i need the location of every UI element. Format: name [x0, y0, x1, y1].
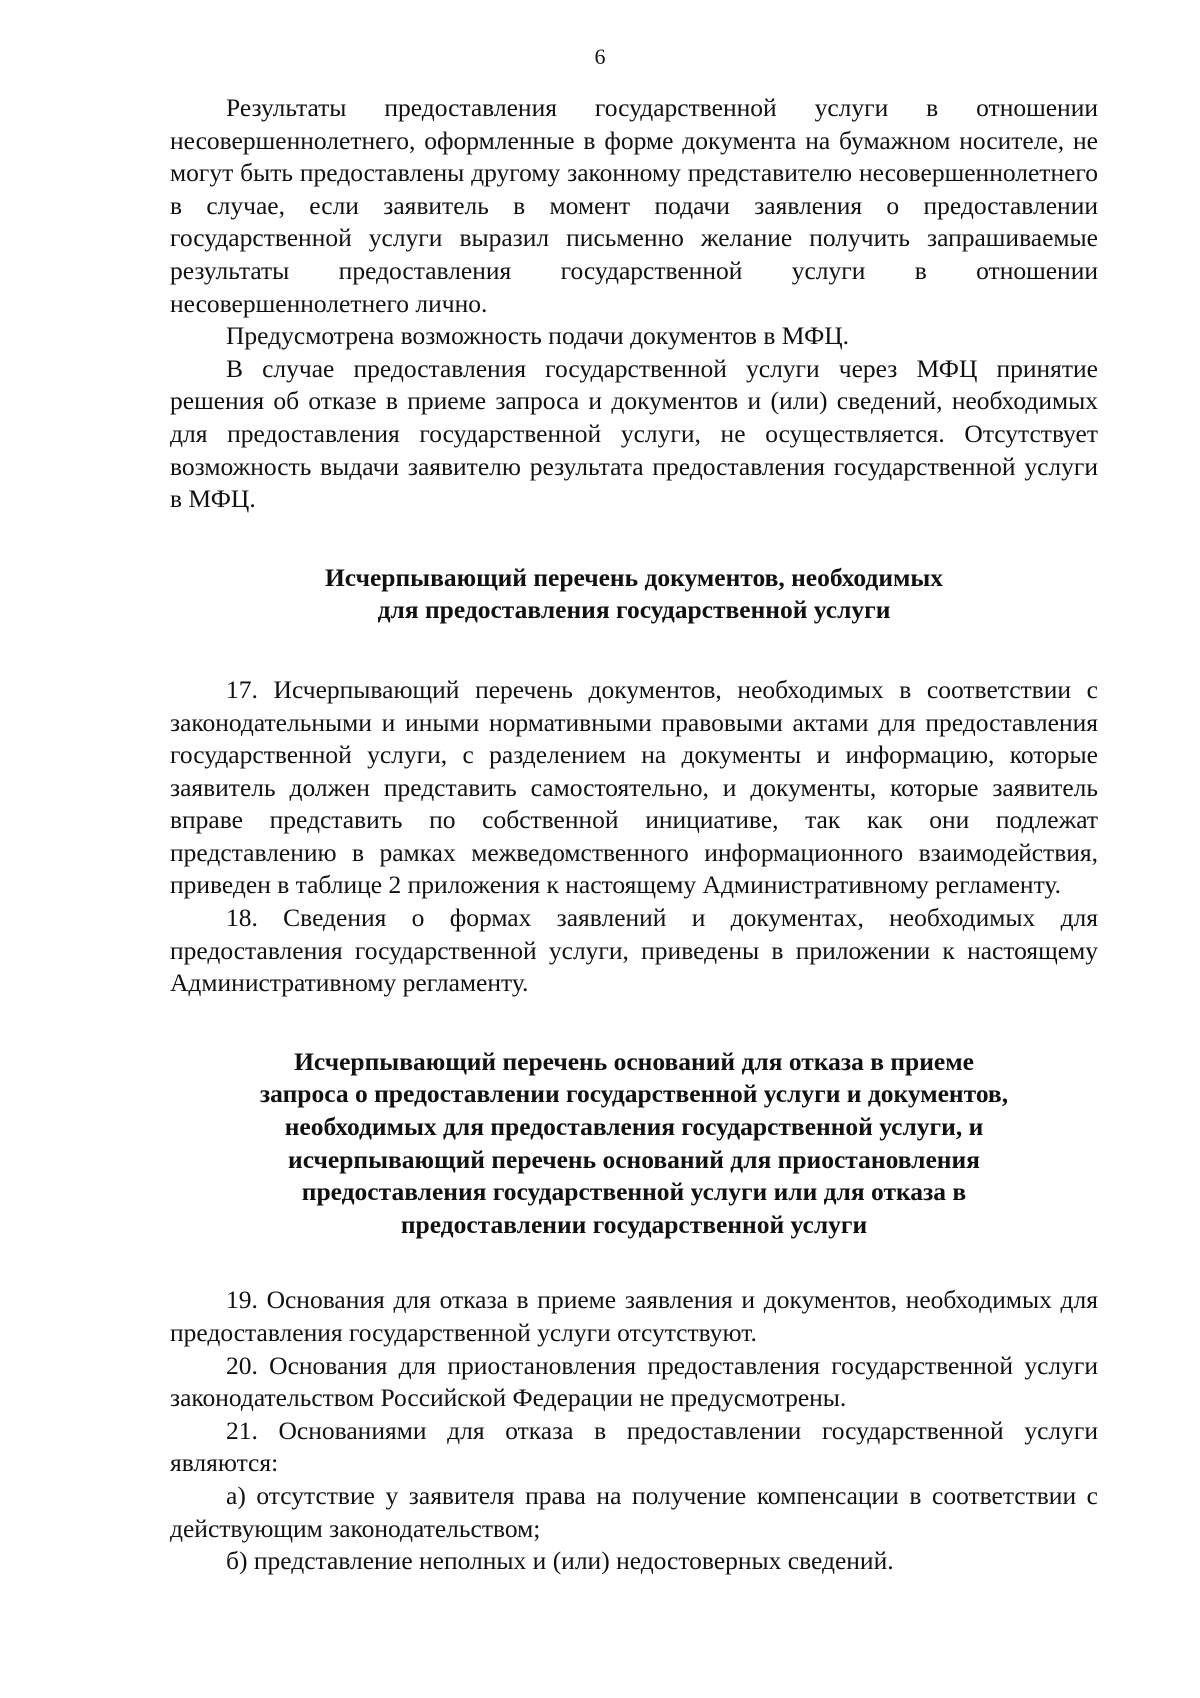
heading-line: запроса о предоставлении государственной услуги и документов,	[259, 1079, 1009, 1109]
list-item-a: а) отсутствие у заявителя права на получение компенсации в соответствии с действующим законодательством;	[170, 1480, 1098, 1543]
paragraph-17: 17. Исчерпывающий перечень документов, необходимых в соответствии с законодательными и иными нормативными правовыми актами для предоставления государственной услуги, с разделением на документы и информацию, которые заявитель должен представить самостоятельно, и документы, которые заявитель вправе представить по собственной инициативе, так как они подлежат представлению в рамках межведомственного информационного взаимодействия, приведен в таблице 2 приложения к настоящему Административному регламенту.	[170, 674, 1098, 900]
page-number: 6	[594, 44, 606, 69]
heading-line: предоставлении государственной услуги	[400, 1209, 868, 1239]
heading-line: для предоставления государственной услуги	[377, 595, 891, 625]
paragraph-mfc-refusal: В случае предоставления государственной услуги через МФЦ принятие решения об отказе в приеме запроса и документов и (или) сведений, необходимых для предоставления государственной услуги, не осуществляется. Отсутствует возможность выдачи заявителю результата предоставления государственной услуги в МФЦ.	[170, 353, 1098, 514]
paragraph-mfc-possibility: Предусмотрена возможность подачи документов в МФЦ.	[226, 321, 850, 351]
document-body	[170, 92, 1098, 1578]
section-heading-documents-list	[170, 562, 1098, 627]
list-item-b: б) представление неполных и (или) недостоверных сведений.	[226, 1546, 894, 1576]
paragraph-18: 18. Сведения о формах заявлений и документах, необходимых для предоставления государственной услуги, приведены в приложении к настоящему Административному регламенту.	[170, 903, 1098, 998]
heading-line: Исчерпывающий перечень оснований для отказа в приеме	[294, 1046, 974, 1076]
heading-line: предоставления государственной услуги или для отказа в	[301, 1177, 967, 1207]
heading-line: необходимых для предоставления государственной услуги, и	[284, 1112, 984, 1142]
heading-line: исчерпывающий перечень оснований для приостановления	[288, 1144, 980, 1174]
section-heading-refusal-grounds	[170, 1046, 1098, 1242]
paragraph-19: 19. Основания для отказа в приеме заявления и документов, необходимых для предоставления государственной услуги отсутствуют.	[170, 1285, 1098, 1347]
paragraph-results-minor: Результаты предоставления государственной услуги в отношении несовершеннолетнего, оформленные в форме документа на бумажном носителе, не могут быть предоставлены другому законному представителю несовершеннолетнего в случае, если заявитель в момент подачи заявления о предоставлении государственной услуги выразил письменно желание получить запрашиваемые результаты предоставления государственной услуги в отношении несовершеннолетнего лично.	[170, 93, 1098, 318]
heading-line: Исчерпывающий перечень документов, необходимых	[324, 562, 944, 592]
paragraph-21: 21. Основаниями для отказа в предоставлении государственной услуги являются:	[170, 1415, 1098, 1478]
paragraph-20: 20. Основания для приостановления предоставления государственной услуги законодательством Российской Федерации не предусмотрены.	[170, 1350, 1098, 1413]
